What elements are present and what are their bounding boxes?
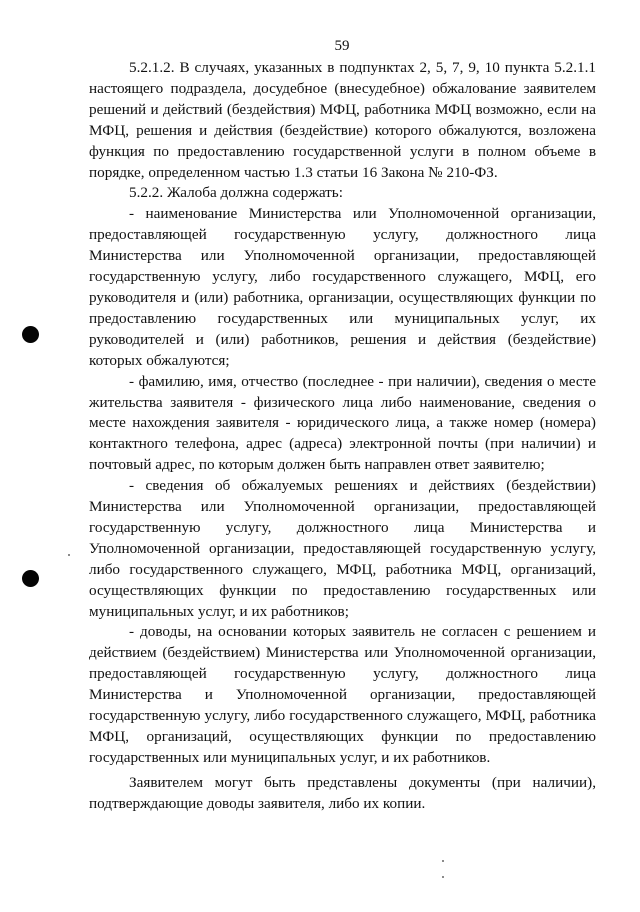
scan-speck (68, 554, 70, 556)
paragraph-5-2-1-2: 5.2.1.2. В случаях, указанных в подпунктах 2, 5, 7, 9, 10 пункта 5.2.1.1 настоящего подраздела, досудебное (внесудебное) обжалование заявителем решений и действий (бездействия) МФЦ, работника МФЦ возможно, если на МФЦ, решения и действия (бездействие) которого обжалуются, возложена функция по предоставлению государственной услуги в полном объеме в порядке, определенном частью 1.3 статьи 16 Закона № 210-ФЗ. (89, 59, 596, 181)
paragraph-documents: Заявителем могут быть представлены документы (при наличии), подтверждающие доводы заявителя, либо их копии. (89, 773, 596, 812)
punch-hole (22, 570, 39, 587)
paragraph-5-2-2: 5.2.2. Жалоба должна содержать: (129, 184, 343, 202)
scan-speck (442, 876, 444, 878)
punch-hole (22, 326, 39, 343)
list-item-name: - наименование Министерства или Уполномоченной организации, предоставляющей государственную услугу, должностного лица Министерства или Уполномоченной организации, предоставляющей государственную услугу, либо государственного служащего, МФЦ, его руководителя и (или) работника, организации, осуществляющих функции по предоставлению государственных или муниципальных услуг, их руководителей и (или) работников, решения и действия (бездействие) которых обжалуются; (89, 205, 596, 369)
scan-speck (442, 860, 444, 862)
list-item-arguments: - доводы, на основании которых заявитель не согласен с решением и действием (бездействием) Министерства или Уполномоченной организации, предоставляющей государственную услугу, должностного лица Министерства и Уполномоченной организации, предоставляющей государственную услугу, либо государственного служащего, МФЦ, работника МФЦ, организаций, осуществляющих функции по предоставлению государственных или муниципальных услуг, и их работников. (89, 623, 596, 766)
document-body (89, 58, 596, 815)
list-item-applicant: - фамилию, имя, отчество (последнее - при наличии), сведения о месте жительства заявителя - физического лица либо наименование, сведения о месте нахождения заявителя - юридического лица, а также номер (номера) контактного телефона, адрес (адреса) электронной почты (при наличии) и почтовый адрес, по которым должен быть направлен ответ заявителю; (89, 372, 596, 474)
list-item-decisions: - сведения об обжалуемых решениях и действиях (бездействии) Министерства или Уполномоченной организации, предоставляющей государственную услугу, должностного лица Министерства и Уполномоченной организации, предоставляющей государственную услугу, либо государственного служащего, МФЦ, работника МФЦ, организаций, осуществляющих функции по предоставлению государственных или муниципальных услуг, и их работников; (89, 477, 596, 620)
page-number: 59 (334, 38, 350, 54)
